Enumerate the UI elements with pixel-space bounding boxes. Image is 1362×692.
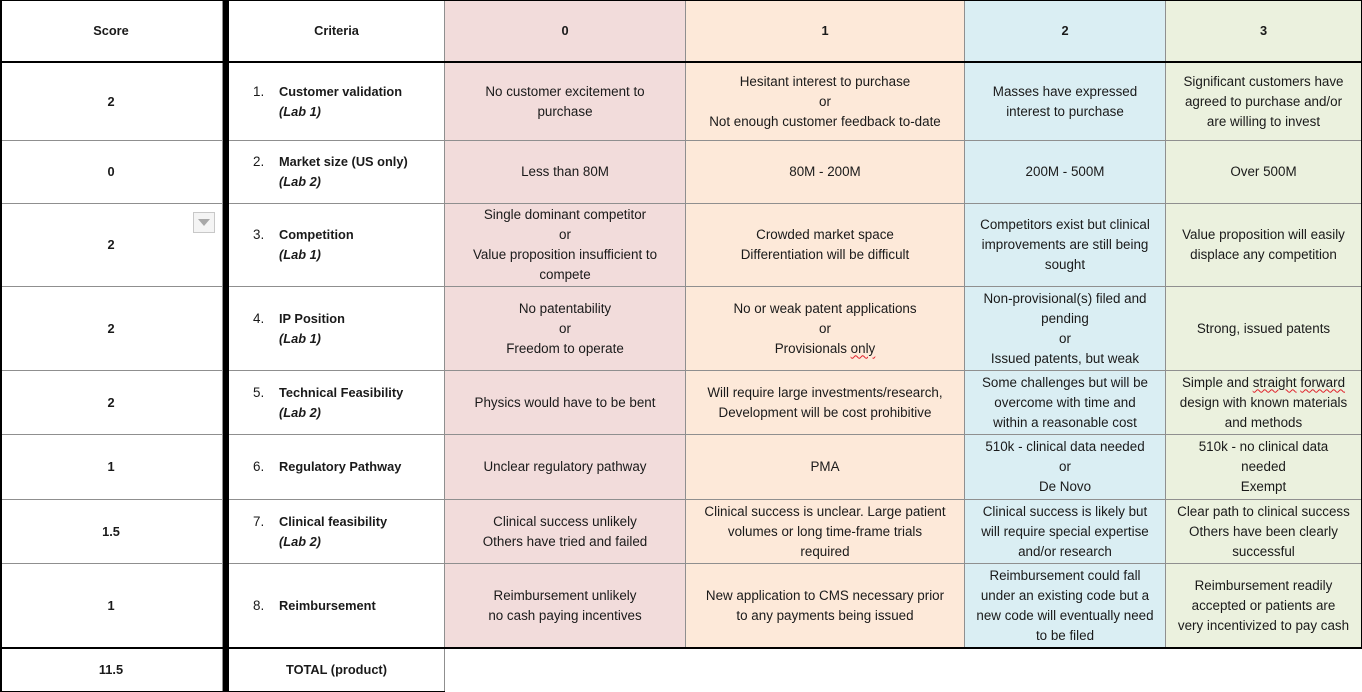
criteria-cell: [229, 564, 445, 649]
cell-line: 200M - 500M: [1025, 164, 1105, 179]
cell-line: No customer excitement to: [485, 83, 645, 99]
criteria-number: 5.: [253, 384, 265, 400]
level-3-cell: [1166, 63, 1362, 141]
level-2-cell: [965, 371, 1166, 435]
cell-line: or: [819, 93, 831, 109]
cell-line: and/or research: [1018, 543, 1112, 559]
level-1-cell: [686, 564, 965, 649]
criteria-cell: [229, 204, 445, 287]
criteria-lab: (Lab 1): [279, 330, 321, 346]
level-1-cell: [686, 287, 965, 371]
criteria-title: Clinical feasibility: [279, 513, 388, 529]
cell-line: Less than 80M: [521, 164, 609, 179]
criteria-number: 3.: [253, 227, 265, 242]
header-level3: 3: [1166, 0, 1362, 63]
column-divider: [223, 0, 229, 692]
cell-line: Over 500M: [1230, 164, 1297, 179]
cell-line: purchase: [537, 103, 593, 119]
level-1-cell: [686, 435, 965, 500]
level-0-cell: [445, 287, 686, 371]
cell-line: De Novo: [1038, 479, 1092, 494]
cell-line: Provisionals only: [774, 340, 876, 356]
criteria-lab: (Lab 1): [279, 247, 321, 262]
criteria-title: IP Position: [279, 310, 345, 326]
cell-line: 80M - 200M: [789, 164, 861, 179]
cell-line: to be filed: [1035, 628, 1095, 643]
criteria-number: 1.: [253, 83, 265, 99]
criteria-cell: [229, 371, 445, 435]
cell-line: to any payments being issued: [736, 608, 914, 623]
criteria-lab: (Lab 1): [279, 103, 321, 119]
cell-line: Value proposition insufficient to: [472, 247, 658, 262]
criteria-title: Reimbursement: [279, 598, 376, 613]
cell-line: Freedom to operate: [506, 340, 624, 356]
cell-line: design with known materials: [1179, 394, 1348, 410]
cell-line: Clinical success unlikely: [493, 513, 637, 529]
cell-line: compete: [539, 267, 591, 282]
cell-line: displace any competition: [1190, 247, 1337, 262]
level-2-cell: [965, 287, 1166, 371]
header-criteria: Criteria: [229, 0, 445, 63]
cell-line: 510k - clinical data needed: [985, 439, 1145, 454]
chevron-down-icon: [198, 219, 210, 226]
cell-line: Others have been clearly: [1189, 523, 1338, 539]
level-0-cell: [445, 500, 686, 564]
score-cell[interactable]: 0: [0, 141, 223, 204]
cell-line: will require special expertise: [981, 523, 1149, 539]
criteria-cell: [229, 435, 445, 500]
level-0-cell: [445, 141, 686, 204]
score-cell[interactable]: 2: [0, 63, 223, 141]
score-cell[interactable]: 1: [0, 564, 223, 649]
level-1-cell: [686, 204, 965, 287]
cell-line: interest to purchase: [1006, 103, 1124, 119]
criteria-lab: (Lab 2): [279, 533, 321, 549]
total-label: TOTAL (product): [229, 649, 445, 692]
level-0-cell: [445, 435, 686, 500]
level-2-cell: [965, 500, 1166, 564]
header-level2: 2: [965, 0, 1166, 63]
cell-line: or: [819, 320, 831, 336]
cell-line: needed: [1241, 459, 1286, 474]
score-cell[interactable]: 1.5: [0, 500, 223, 564]
cell-line: Significant customers have: [1183, 73, 1344, 89]
cell-line: Reimbursement unlikely: [493, 588, 637, 603]
score-cell[interactable]: 2: [0, 204, 223, 287]
cell-line: No patentability: [518, 300, 612, 316]
level-2-cell: [965, 435, 1166, 500]
criteria-title: Regulatory Pathway: [279, 459, 402, 474]
cell-line: or: [559, 320, 571, 336]
cell-line: Unclear regulatory pathway: [483, 459, 647, 474]
cell-line: 510k - no clinical data: [1198, 439, 1329, 454]
score-cell[interactable]: 2: [0, 287, 223, 371]
cell-line: under an existing code but a: [980, 588, 1150, 603]
level-3-cell: [1166, 564, 1362, 649]
score-cell[interactable]: 1: [0, 435, 223, 500]
cell-line: and methods: [1224, 414, 1303, 430]
level-3-cell: [1166, 500, 1362, 564]
filter-dropdown-button[interactable]: [193, 212, 215, 233]
cell-line: very incentivized to pay cash: [1177, 618, 1350, 633]
cell-line: Others have tried and failed: [482, 533, 648, 549]
cell-line: Simple and straight forward: [1181, 374, 1346, 390]
level-2-cell: [965, 63, 1166, 141]
cell-line: New application to CMS necessary prior: [705, 588, 945, 603]
cell-line: are willing to invest: [1206, 113, 1321, 129]
criteria-cell: [229, 500, 445, 564]
cell-line: Issued patents, but weak: [990, 350, 1140, 366]
level-3-cell: [1166, 204, 1362, 287]
level-3-cell: [1166, 435, 1362, 500]
cell-line: Hesitant interest to purchase: [739, 73, 911, 89]
cell-line: Single dominant competitor: [483, 207, 647, 222]
cell-line: pending: [1041, 310, 1089, 326]
criteria-number: 7.: [253, 513, 265, 529]
cell-line: Non-provisional(s) filed and: [983, 290, 1147, 306]
level-3-cell: [1166, 371, 1362, 435]
cell-line: new code will eventually need: [976, 608, 1154, 623]
cell-line: or: [1059, 459, 1071, 474]
cell-line: Clear path to clinical success: [1177, 503, 1350, 519]
criteria-lab: (Lab 2): [279, 404, 321, 420]
level-1-cell: [686, 500, 965, 564]
criteria-number: 6.: [253, 459, 265, 474]
level-2-cell: [965, 204, 1166, 287]
cell-line: No or weak patent applications: [733, 300, 917, 316]
cell-line: successful: [1232, 543, 1295, 559]
cell-line: Clinical success is unclear. Large patient: [704, 503, 946, 519]
cell-line: sought: [1044, 257, 1086, 272]
level-0-cell: [445, 204, 686, 287]
criteria-cell: [229, 287, 445, 371]
criteria-title: Competition: [279, 227, 354, 242]
cell-line: Competitors exist but clinical: [980, 217, 1150, 232]
cell-line: Not enough customer feedback to-date: [709, 113, 941, 129]
criteria-title: Technical Feasibility: [279, 384, 404, 400]
criteria-cell: [229, 63, 445, 141]
criteria-title: Customer validation: [279, 83, 403, 99]
criteria-cell: [229, 141, 445, 204]
total-score: 11.5: [0, 649, 223, 692]
cell-line: Development will be cost prohibitive: [718, 404, 932, 420]
level-2-cell: [965, 141, 1166, 204]
level-0-cell: [445, 63, 686, 141]
cell-line: or: [559, 227, 571, 242]
level-2-cell: [965, 564, 1166, 649]
level-3-cell: [1166, 287, 1362, 371]
criteria-lab: (Lab 2): [279, 174, 321, 189]
cell-line: required: [800, 543, 850, 559]
level-0-cell: [445, 371, 686, 435]
cell-line: Reimbursement could fall: [989, 568, 1141, 583]
cell-line: Crowded market space: [756, 227, 894, 242]
header-level0: 0: [445, 0, 686, 63]
cell-line: volumes or long time-frame trials: [727, 523, 923, 539]
criteria-number: 8.: [253, 598, 265, 613]
cell-line: Value proposition will easily: [1182, 227, 1345, 242]
cell-line: accepted or patients are: [1191, 598, 1336, 613]
cell-line: agreed to purchase and/or: [1184, 93, 1343, 109]
cell-line: overcome with time and: [994, 394, 1136, 410]
cell-line: Reimbursement readily: [1194, 578, 1333, 593]
header-level1: 1: [686, 0, 965, 63]
level-1-cell: [686, 141, 965, 204]
cell-line: Strong, issued patents: [1196, 320, 1331, 336]
level-1-cell: [686, 371, 965, 435]
criteria-title: Market size (US only): [279, 154, 408, 169]
level-3-cell: [1166, 141, 1362, 204]
cell-line: Clinical success is likely but: [982, 503, 1148, 519]
cell-line: no cash paying incentives: [488, 608, 642, 623]
level-1-cell: [686, 63, 965, 141]
cell-line: Masses have expressed: [992, 83, 1138, 99]
score-cell[interactable]: 2: [0, 371, 223, 435]
cell-line: Exempt: [1240, 479, 1287, 494]
cell-line: within a reasonable cost: [993, 414, 1137, 430]
cell-line: or: [1059, 330, 1071, 346]
cell-line: PMA: [810, 459, 840, 474]
level-0-cell: [445, 564, 686, 649]
criteria-number: 4.: [253, 310, 265, 326]
header-score: Score: [0, 0, 223, 63]
cell-line: Some challenges but will be: [982, 374, 1148, 390]
cell-line: Physics would have to be bent: [474, 394, 656, 410]
cell-line: Differentiation will be difficult: [740, 247, 910, 262]
cell-line: Will require large investments/research,: [707, 384, 943, 400]
criteria-number: 2.: [253, 154, 265, 169]
cell-line: improvements are still being: [981, 237, 1149, 252]
